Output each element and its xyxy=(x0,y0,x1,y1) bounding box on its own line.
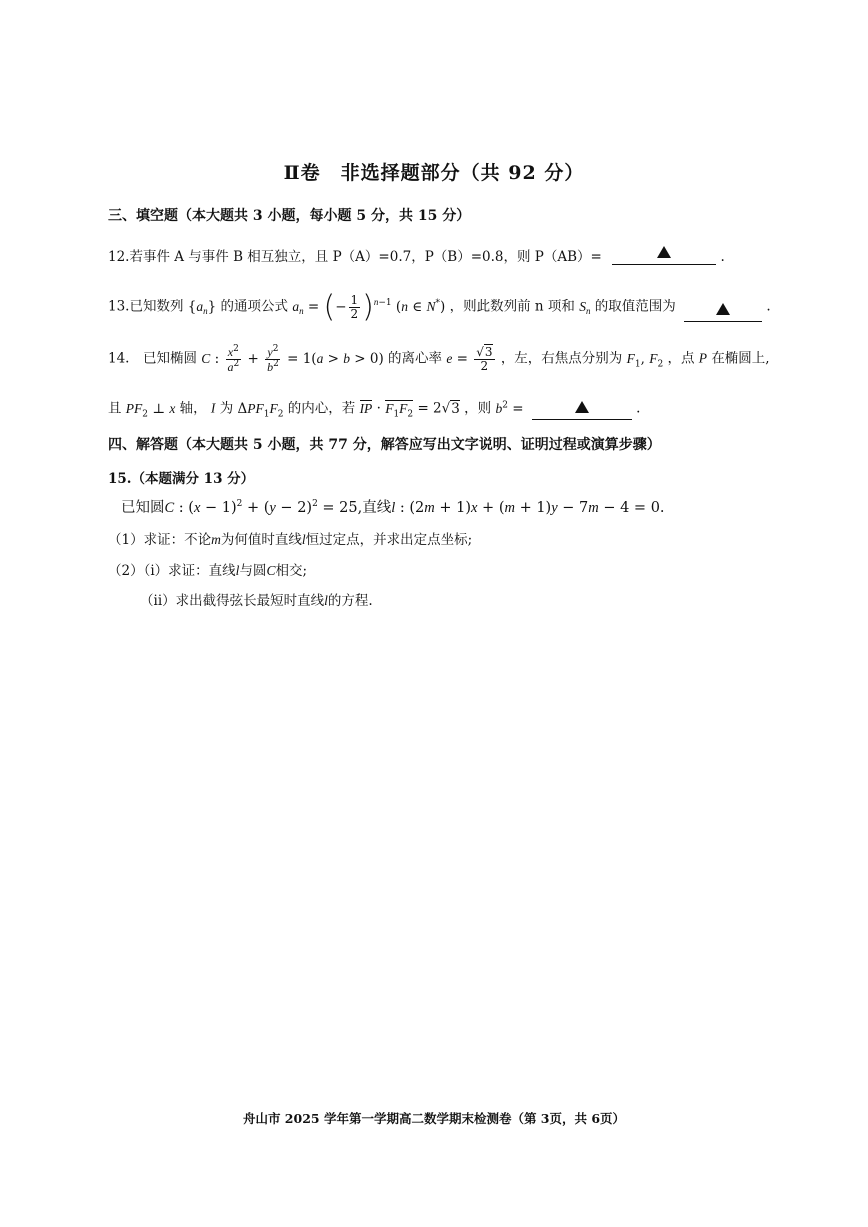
question-14-line2d: 的内心，若 xyxy=(287,400,356,417)
part-2-text-c: 相交; xyxy=(275,563,308,579)
question-14-line-2 xyxy=(108,400,640,420)
part-title: Ⅱ卷 非选择题部分（共 92 分） xyxy=(283,162,585,184)
question-13-mid2: ，则此数列前 n 项和 xyxy=(449,298,575,315)
eccentricity: e = $\frac{√3}{2}$ xyxy=(446,345,493,373)
question-14-mid2: ，左，右焦点分别为 xyxy=(500,350,623,367)
question-12-end: . xyxy=(720,249,725,265)
answer-blank-14 xyxy=(532,403,632,420)
foci: $F_1$, $F_2$ xyxy=(626,350,664,370)
question-13-mid3: 的取值范围为 xyxy=(594,298,676,315)
question-14-mid1: 的离心率 xyxy=(388,350,443,367)
question-14-line2e: ，则 xyxy=(464,400,492,417)
section-3-heading: 三、填空题（本大题共 3 小题，每小题 5 分，共 15 分） xyxy=(108,208,471,224)
part-3-text-a: （ii）求出截得弦长最短时直线 xyxy=(140,593,325,609)
part-1-text-a: （1）求证：不论 xyxy=(108,532,212,548)
perpendicular-condition: $PF_2$ ⊥ x xyxy=(125,400,176,420)
question-15-given xyxy=(121,499,665,517)
section-4-heading: 四、解答题（本大题共 5 小题，共 77 分，解答应写出文字说明、证明过程或演算步骤） xyxy=(108,437,661,453)
question-14-end: . xyxy=(636,400,641,417)
question-15-header: 15.（本题满分 13 分） xyxy=(108,471,255,487)
line-equation: l : (2m + 1)x + (m + 1)y − 7m − 4 = 0. xyxy=(391,499,665,516)
question-14-mid4: 在椭圆上, xyxy=(711,350,770,367)
question-14-line2a: 且 xyxy=(108,400,122,417)
question-12-text: 12.若事件 A 与事件 B 相互独立，且 P（A）=0.7，P（B）=0.8，则 P（AB）= xyxy=(108,249,602,265)
var-c: C xyxy=(266,563,276,578)
question-14-line2c: 为 xyxy=(219,400,234,417)
question-15-given-label: 已知圆 xyxy=(121,499,165,516)
question-14-mid3: ，点 xyxy=(667,350,695,367)
var-m: m xyxy=(211,532,221,547)
ellipse-equation: C : $\frac{x^2}{a^2}$ + $\frac{y^2}{b^2}$ = 1(a > b > 0) xyxy=(201,344,384,374)
question-15-part-1 xyxy=(108,532,472,548)
page-footer: 舟山市 2025 学年第一学期高二数学期末检测卷（第 3页，共 6页） xyxy=(242,1111,626,1126)
question-13-mid1: 的通项公式 xyxy=(220,298,289,315)
part-1-text-b: 为何值时直线 xyxy=(220,532,302,548)
question-13-end: . xyxy=(766,298,771,315)
part-2-text-a: （2）（i）求证：直线 xyxy=(108,563,236,579)
triangle-icon xyxy=(716,303,730,315)
var-l: l xyxy=(324,593,328,608)
question-13-prefix: 13.已知数列 xyxy=(108,298,184,315)
answer-blank-13 xyxy=(684,305,762,322)
question-14-prefix: 14. 已知椭圆 xyxy=(108,350,197,367)
triangle-icon xyxy=(657,246,671,258)
point-p: P xyxy=(698,350,708,366)
question-15-line-label: 直线 xyxy=(362,499,392,516)
circle-equation: C : $(x - 1)^2 + (y - 2)^2 = 25$, xyxy=(164,499,363,516)
question-13 xyxy=(108,289,771,324)
sum-notation: $S_n$ xyxy=(579,298,591,317)
part-3-text-b: 的方程. xyxy=(327,593,373,609)
var-l: l xyxy=(301,532,306,547)
b-squared: $b^2$ = xyxy=(495,400,524,417)
question-15-part-3 xyxy=(140,593,373,609)
triangle-icon xyxy=(575,401,589,413)
question-14-line2b: 轴， xyxy=(179,400,207,417)
question-14-line-1 xyxy=(108,345,770,373)
sequence-notation: $\{a_n\}$ xyxy=(187,298,217,317)
general-term-formula: $a_n$ = (− $\frac{1}{2}$ )$^{n-1}$ (n ∈ N*) xyxy=(292,289,446,324)
question-15-part-2 xyxy=(108,563,307,579)
dot-product-condition: IP · $F_1F_2 = 2√3$ xyxy=(359,400,460,420)
part-2-text-b: 与圆 xyxy=(239,563,267,579)
incenter-i: I xyxy=(210,400,216,416)
var-l: l xyxy=(235,563,240,578)
question-12 xyxy=(108,248,725,265)
triangle-pf1f2: $\Delta PF_1F_2$ xyxy=(237,400,284,420)
answer-blank-12 xyxy=(612,248,716,265)
part-1-text-c: 恒过定点，并求出定点坐标; xyxy=(305,532,473,548)
